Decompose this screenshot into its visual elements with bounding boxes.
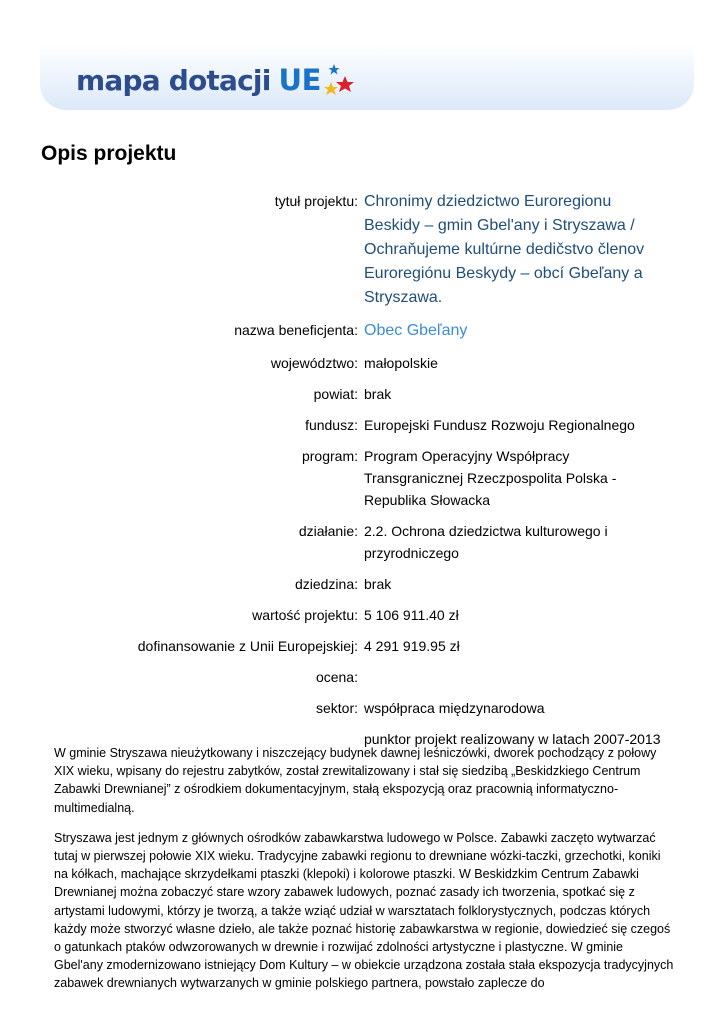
detail-label: ocena:: [315, 669, 358, 685]
detail-row: [0, 604, 725, 626]
detail-row: [0, 445, 725, 511]
detail-value: 2.2. Ochrona dziedzictwa kulturowego i przyrodniczego: [364, 523, 608, 561]
detail-label: tytuł projektu:: [274, 193, 358, 209]
detail-label: dziedzina:: [294, 576, 358, 592]
detail-value: Obec Gbeľany: [364, 322, 468, 339]
detail-label: województwo:: [270, 355, 358, 371]
detail-label: powiat:: [313, 386, 358, 402]
detail-row: [0, 635, 725, 657]
detail-label: wartość projektu:: [252, 607, 358, 623]
detail-row: [0, 666, 725, 688]
description-paragraph: Stryszawa jest jednym z głównych ośrodków zabawkarstwa ludowego w Polsce. Zabawki zaczęto wytwarzać tutaj w pierwszej połowie XIX wieku. Tradycyjne zabawki regionu to drewniane wózki-taczki, grzechotki, koniki na kółkach, machające skrzydełkami ptaszki (klepoki) i kolorowe ptaszki. W Beskidzkim Centrum Zabawki Drewnianej można zobaczyć stare wzory zabawek ludowych, poznać zasady ich tworzenia, spotkać się z artystami ludowymi, którzy je tworzą, a także wziąć udział w warsztatach folklorystycznych, podczas których każdy może stworzyć własne dzieło, ale także poznać historię zabawkarstwa w regionie, dowiedzieć się czegoś o gatunkach ptaków odwzorowanych w drewnie i rozwijać zdolności artystyczne i plastyczne. W gminie Gbel'any zmodernizowano istniejący Dom Kultury – w obiekcie urządzona została stała ekspozycja tradycyjnych zabawek drewnianych wytwarzanych w gminie polskiego partnera, powstało zaplecze do: [54, 830, 674, 991]
detail-row: [0, 190, 725, 310]
detail-value: punktor projekt realizowany w latach 2007-2013: [364, 731, 661, 747]
detail-value: 4 291 919.95 zł: [364, 638, 460, 654]
detail-value: współpraca międzynarodowa: [364, 700, 545, 716]
detail-value: brak: [364, 386, 392, 402]
detail-value: Program Operacyjny Współpracy Transgranicznej Rzeczpospolita Polska - Republika Słowacka: [364, 448, 617, 508]
detail-label: dofinansowanie z Unii Europejskiej:: [137, 638, 358, 654]
detail-value: Europejski Fundusz Rozwoju Regionalnego: [364, 417, 635, 433]
detail-row: [0, 352, 725, 374]
detail-row: [0, 319, 725, 343]
detail-label: fundusz:: [305, 417, 358, 433]
detail-label: działanie:: [298, 523, 358, 539]
logo-text: mapa dotacji: [76, 63, 271, 97]
detail-label: sektor:: [315, 700, 358, 716]
detail-value: brak: [364, 576, 392, 592]
stars-icon: [323, 60, 357, 100]
detail-row: [0, 520, 725, 564]
detail-row: [0, 573, 725, 595]
project-details: [0, 190, 725, 759]
logo-ue-text: UE: [278, 63, 321, 97]
detail-row: [0, 414, 725, 436]
detail-label: nazwa beneficjenta:: [234, 322, 358, 338]
detail-value: Chronimy dziedzictwo Euroregionu Beskidy – gmin Gbel'any i Stryszawa / Ochraňujeme kultúrne dedičstvo členov Euroregiónu Beskydy – obcí Gbeľany a Stryszawa.: [364, 193, 645, 306]
page-title: Opis projektu: [41, 142, 177, 165]
detail-row: [0, 697, 725, 719]
description-paragraph: W gminie Stryszawa nieużytkowany i niszczejący budynek dawnej leśniczówki, dworek pochodzący z połowy XIX wieku, wpisany do rejestru zabytków, został zrewitalizowany i stał się siedzibą „Beskidzkiego Centrum Zabawki Drewnianej” z ośrodkiem dokumentacyjnym, stałą ekspozycją oraz pracownią informatyczno-multimedialną.: [54, 746, 657, 815]
detail-value: 5 106 911.40 zł: [364, 607, 459, 623]
project-description: [54, 744, 674, 1005]
detail-label: program:: [301, 448, 358, 464]
detail-value: małopolskie: [364, 355, 438, 371]
site-logo[interactable]: [76, 54, 357, 106]
detail-row: [0, 383, 725, 405]
